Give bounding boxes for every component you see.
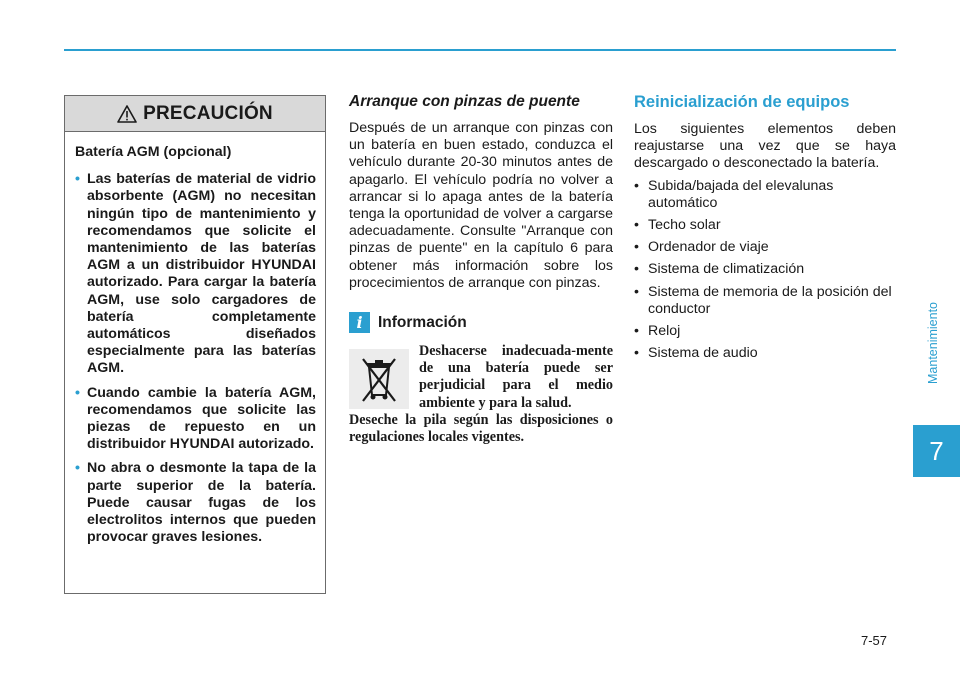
list-item-text: Subida/bajada del elevalunas automático	[648, 177, 834, 211]
caution-box	[64, 95, 326, 594]
caution-item-text: No abra o desmonte la tapa de la parte superior de la batería. Puede causar fugas de los electrolitos internos que pueden provocar graves lesiones.	[87, 460, 316, 546]
list-item-text: Sistema de audio	[648, 345, 758, 362]
bullet: •	[75, 460, 80, 477]
chapter-tab: 7	[913, 425, 960, 477]
caution-item-text: Las baterías de material de vidrio absorbente (AGM) no necesitan ningún tipo de mantenimiento y recomendamos que solicite el mantenimiento de las baterías AGM a un distribuidor HYUNDAI autorizado. Para cargar la batería AGM, use solo cargadores de batería completamente automáticos diseñados especialmente para las baterías AGM.	[87, 171, 316, 377]
reset-section	[634, 93, 896, 367]
caution-header	[65, 96, 325, 132]
information-title: Información	[378, 313, 467, 331]
jump-start-title: Arranque con pinzas de puente	[349, 93, 580, 110]
information-text: Deshacerse inadecuada-mente de una batería puede ser perjudicial para el medio ambiente y para la salud.	[419, 343, 613, 411]
information-row	[349, 343, 613, 412]
bullet: •	[634, 323, 639, 340]
bullet: •	[634, 239, 639, 256]
section-side-label	[926, 258, 940, 428]
caution-item	[75, 171, 316, 377]
caution-subtitle: Batería AGM (opcional)	[75, 144, 232, 160]
information-tail: Deseche la pila según las disposiciones o regulaciones locales vigentes.	[349, 411, 613, 446]
caution-item-text: Cuando cambie la batería AGM, recomendamos que solicite las piezas de repuesto en un distribuidor HYUNDAI autorizado.	[87, 384, 316, 453]
top-rule	[64, 49, 896, 51]
list-item	[634, 261, 896, 278]
list-item-text: Reloj	[648, 323, 681, 340]
caution-body	[65, 132, 325, 546]
list-item	[634, 323, 896, 340]
bullet: •	[75, 384, 80, 401]
warning-triangle-icon	[117, 105, 137, 123]
reset-paragraph: Los siguientes elementos deben reajustarse una vez que se haya descargado o desconectado la batería.	[634, 121, 896, 172]
information-header	[349, 312, 613, 333]
crossed-bin-icon	[349, 349, 409, 409]
section-label-text: Mantenimiento	[926, 302, 940, 384]
list-item	[634, 217, 896, 234]
list-item-text: Techo solar	[648, 217, 721, 234]
bullet: •	[634, 177, 639, 194]
jump-start-paragraph: Después de un arranque con pinzas con un batería en buen estado, conduzca el vehículo durante 20-30 minutos antes de apagarlo. El vehículo podría no volver a arrancar si lo apaga antes de la batería tenga la oportunidad de volver a cargarse adecuadamente. Consulte "Arranque con pinzas de puente" en la capítulo 6 para obtener más información sobre los procecimientos de arranque con pinzas.	[349, 120, 613, 291]
bullet: •	[634, 261, 639, 278]
info-icon: i	[349, 312, 370, 333]
bullet: •	[634, 345, 639, 362]
list-item	[634, 284, 896, 318]
caution-title: PRECAUCIÓN	[143, 102, 273, 124]
list-item-text: Sistema de climatización	[648, 261, 805, 278]
jump-start-section	[349, 93, 613, 446]
list-item-text: Sistema de memoria de la posición del conductor	[648, 283, 892, 317]
list-item-text: Ordenador de viaje	[648, 239, 769, 256]
list-item	[634, 345, 896, 362]
reset-title: Reinicialización de equipos	[634, 93, 850, 111]
page-number: 7-57	[861, 633, 888, 648]
bullet: •	[634, 217, 639, 234]
caution-item	[75, 460, 316, 546]
caution-item	[75, 385, 316, 454]
bullet: •	[634, 283, 639, 300]
bullet: •	[75, 171, 80, 188]
list-item	[634, 239, 896, 256]
list-item	[634, 178, 896, 212]
